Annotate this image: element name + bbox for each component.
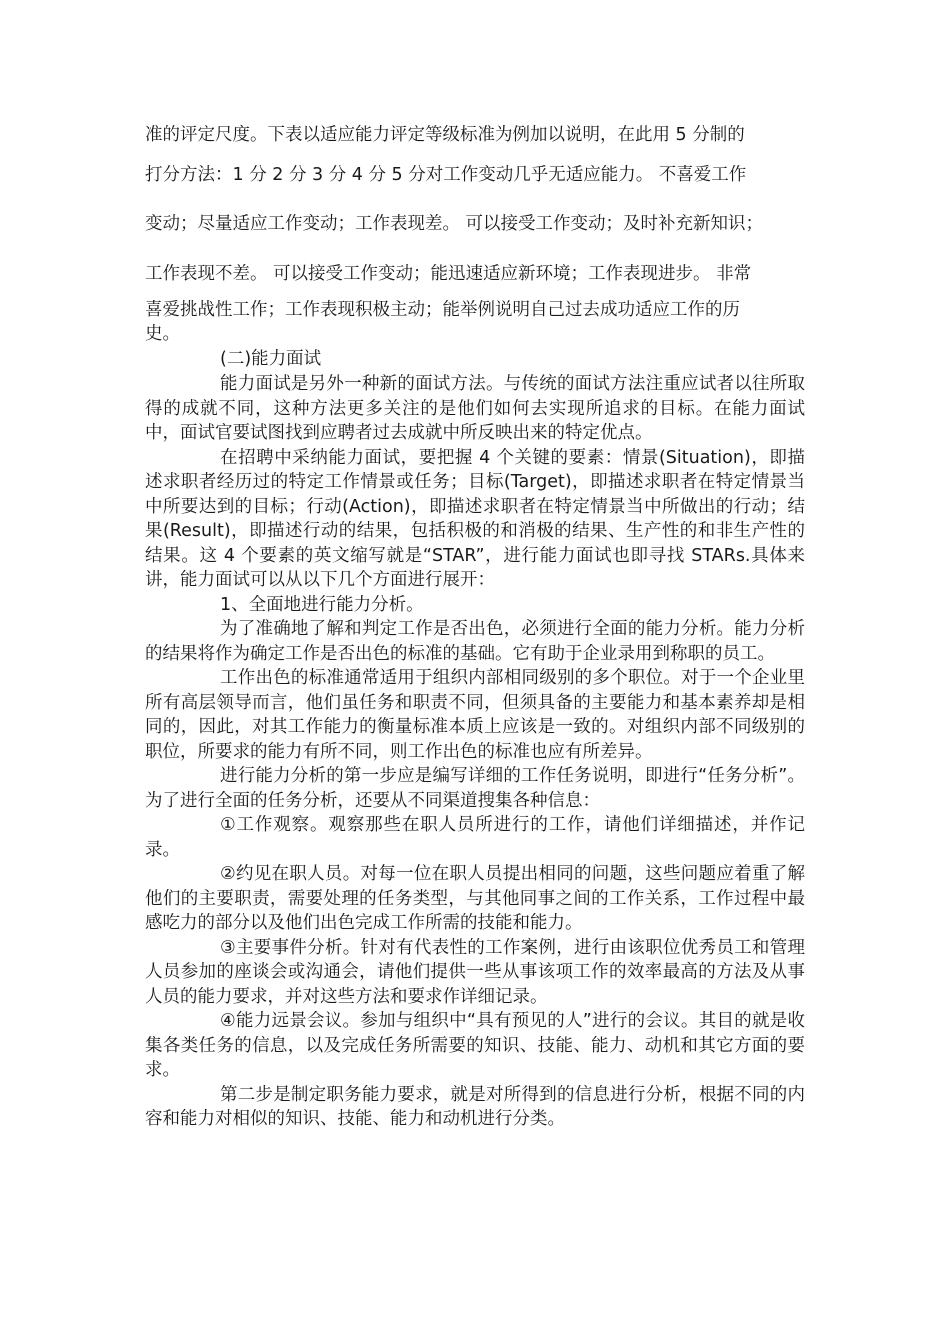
list-item: ④能力远景会议。参加与组织中“具有预见的人”进行的会议。其目的就是收集各类任务的信息，以及完成任务所需要的知识、技能、能力、动机和其它方面的要求。 (145, 1011, 805, 1080)
text-line: 史。 (145, 324, 180, 344)
text-line: 喜爱挑战性工作；工作表现积极主动；能举例说明自己过去成功适应工作的历 (145, 300, 740, 320)
paragraph: 第二步是制定职务能力要求，就是对所得到的信息进行分析，根据不同的内容和能力对相似的知识、技能、能力和动机进行分类。 (145, 1084, 805, 1129)
list-item: ③主要事件分析。针对有代表性的工作案例，进行由该职位优秀员工和管理人员参加的座谈会或沟通会，请他们提供一些从事该项工作的效率最高的方法及从事人员的能力要求，并对这些方法和要求作详细记录。 (145, 937, 805, 1007)
section-heading: (二)能力面试 (220, 349, 322, 369)
list-item: ①工作观察。观察那些在职人员所进行的工作，请他们详细描述，并作记录。 (145, 815, 805, 860)
paragraph: 工作出色的标准通常适用于组织内部相同级别的多个职位。对于一个企业里所有高层领导而言，他们虽任务和职责不同，但须具备的主要能力和基本素养却是相同的，因此，对其工作能力的衡量标准本质上应该是一致的。对组织内部不同级别的职位，所要求的能力有所不同，则工作出色的标准也应有所差异。 (145, 668, 805, 762)
paragraph: 能力面试是另外一种新的面试方法。与传统的面试方法注重应试者以往所取得的成就不同，这种方法更多关注的是他们如何去实现所追求的目标。在能力面试中，面试官要试图找到应聘者过去成就中所反映出来的特定优点。 (145, 374, 805, 443)
body-text (145, 372, 805, 1132)
subsection-heading: 1、全面地进行能力分析。 (220, 594, 424, 615)
paragraph: 在招聘中采纳能力面试，要把握 4 个关键的要素：情景(Situation)，即描述求职者经历过的特定工作情景或任务；目标(Target)，即描述求职者在特定情景当中所要达到的目标；行动(Action)，即描述求职者在特定情景当中所做出的行动；结果(Result)，即描述行动的结果，包括积极的和消极的结果、生产性的和非生产性的结果。这 4 个要素的英文缩写就是“STAR”，进行能力面试也即寻找 STARs.具体来讲，能力面试可以从以下几个方面进行展开： (145, 447, 805, 590)
paragraph: 进行能力分析的第一步应是编写详细的工作任务说明，即进行“任务分析”。为了进行全面的任务分析，还要从不同渠道搜集各种信息： (145, 766, 805, 811)
paragraph: 为了准确地了解和判定工作是否出色，必须进行全面的能力分析。能力分析的结果将作为确定工作是否出色的标准的基础。它有助于企业录用到称职的员工。 (145, 619, 805, 664)
text-line: 准的评定尺度。下表以适应能力评定等级标准为例加以说明，在此用 5 分制的 (145, 125, 745, 145)
text-line: 变动；尽量适应工作变动；工作表现差。 可以接受工作变动；及时补充新知识； (145, 214, 764, 234)
list-item: ②约见在职人员。对每一位在职人员提出相同的问题，这些问题应着重了解他们的主要职责，需要处理的任务类型，与其他同事之间的工作关系，工作过程中最感吃力的部分以及他们出色完成工作所需的技能和能力。 (145, 864, 805, 933)
text-line: 工作表现不差。 可以接受工作变动；能迅速适应新环境；工作表现进步。 非常 (145, 264, 752, 284)
text-line: 打分方法：1 分 2 分 3 分 4 分 5 分对工作变动几乎无适应能力。 不喜爱工作 (145, 165, 747, 185)
